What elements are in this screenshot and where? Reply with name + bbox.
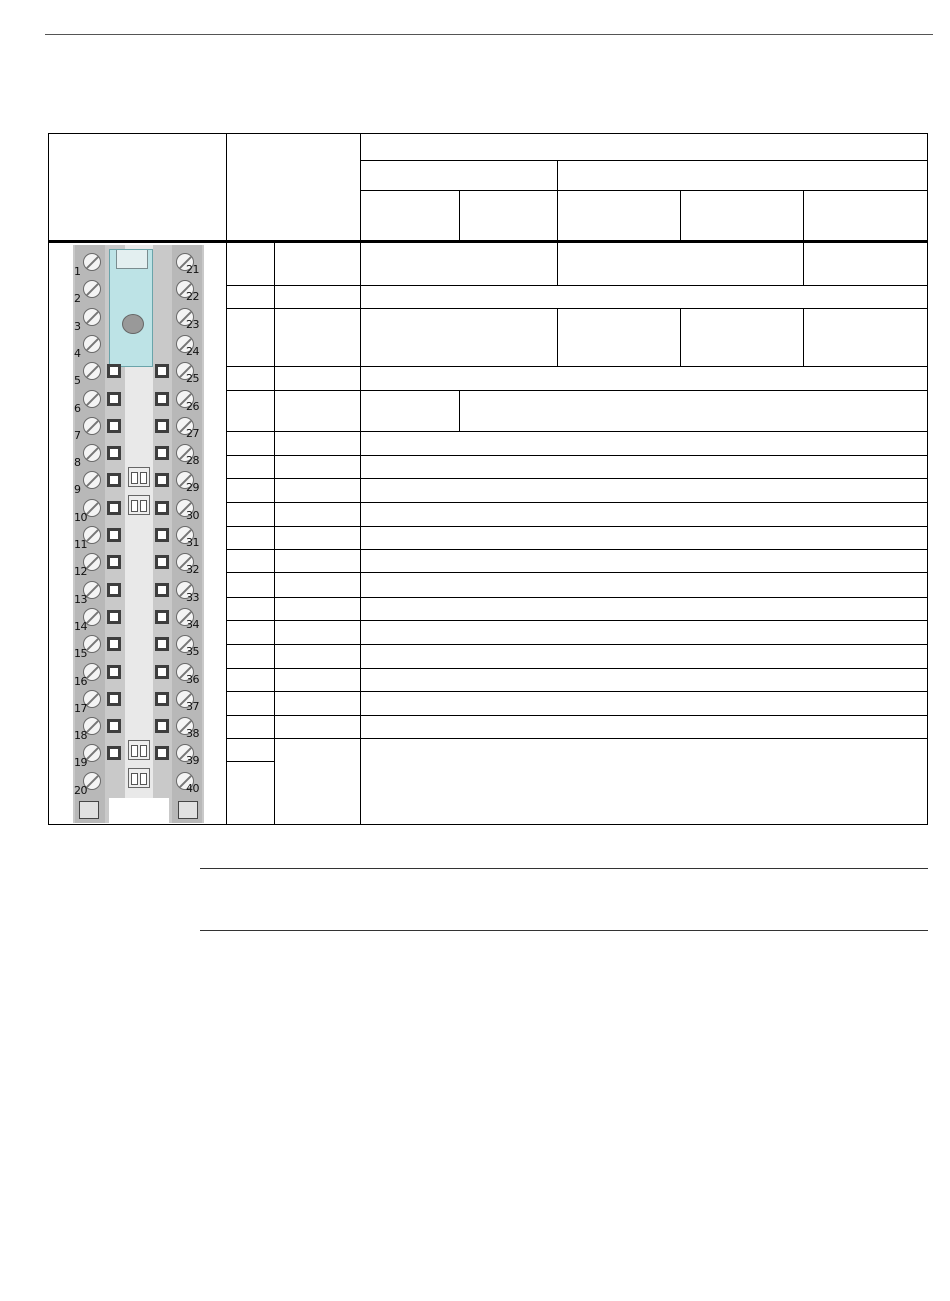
table-row-line [227,597,927,598]
right-status-led [155,583,169,597]
right-pin-number: 25 [186,372,199,386]
right-pin-number: 35 [186,645,199,659]
cell-divider [459,390,460,431]
right-pin-number: 29 [186,481,199,495]
right-status-led [155,555,169,569]
left-status-led [107,364,121,378]
left-pin-number: 7 [74,428,81,442]
left-status-led [107,692,121,706]
right-status-led [155,446,169,460]
header-col-divider [680,190,681,243]
header-row-divider [360,160,928,161]
bridge-jumper-icon [128,768,150,788]
header-col-divider [459,190,460,243]
table-row-line [227,308,927,309]
right-pin-number: 27 [186,426,199,440]
bridge-jumper-icon [128,495,150,515]
right-pin-number: 21 [186,263,199,276]
table-row-line [227,502,927,503]
left-status-led [107,528,121,542]
right-pin-number: 40 [186,781,199,795]
left-pin-number: 1 [74,265,81,278]
cell-divider [803,308,804,366]
left-pin-number: 10 [74,510,87,524]
right-pin-number: 36 [186,672,199,686]
table-row-line [227,644,927,645]
header-col-divider [803,190,804,243]
left-pin-number: 13 [74,592,87,606]
header-row-divider [360,190,928,191]
right-pin-number: 31 [186,536,199,549]
right-pin-number: 33 [186,590,199,604]
left-status-led [107,419,121,433]
left-screw-icon [83,417,101,435]
right-pin-number: 32 [186,563,199,577]
right-status-led [155,719,169,733]
cover-latch [116,250,148,269]
right-foot [178,801,198,819]
left-pin-number: 11 [74,538,87,551]
left-pin-number: 18 [74,729,87,743]
table-row-line [227,390,927,391]
cell-divider [557,243,558,285]
left-status-led [107,392,121,406]
cover-screw [122,314,144,334]
left-pin-number: 9 [74,483,81,497]
left-screw-icon [83,390,101,408]
left-status-led [107,555,121,569]
header-col-divider [360,133,361,243]
left-status-led [107,746,121,760]
cell-divider [557,308,558,366]
table-row-line [227,549,927,550]
table-row-line [227,668,927,669]
note-top-rule [200,868,928,869]
left-pin-number: 19 [74,756,87,770]
left-status-led [107,665,121,679]
bottom-notch [109,798,169,823]
table-row-line [227,572,927,573]
left-status-led [107,583,121,597]
right-status-led [155,692,169,706]
right-pin-number: 26 [186,399,199,413]
table-row-line [227,620,927,621]
table-row-line [227,478,927,479]
right-pin-number: 28 [186,454,199,468]
right-pin-number: 30 [186,508,199,522]
table-row-line [227,738,927,739]
table-row-line [227,366,927,367]
front-cover [109,249,153,367]
left-status-led [107,446,121,460]
page-top-rule [45,34,933,35]
table-row-line [227,285,927,286]
right-pin-number: 34 [186,617,199,631]
right-status-led [155,473,169,487]
left-status-led [107,473,121,487]
right-status-led [155,364,169,378]
right-pin-number: 38 [186,727,199,741]
table-row-line [227,431,927,432]
right-status-led [155,501,169,515]
left-screw-icon [83,335,101,353]
left-foot [79,801,99,819]
left-pin-number: 8 [74,456,81,470]
note-bottom-rule [200,930,928,931]
left-screw-icon [83,253,101,271]
right-pin-number: 23 [186,317,199,331]
left-pin-number: 4 [74,346,81,360]
right-pin-number: 24 [186,344,199,358]
left-status-led [107,719,121,733]
left-pin-number: 16 [74,674,87,688]
bridge-jumper-icon [128,467,150,487]
left-pin-number: 17 [74,701,87,715]
right-status-led [155,665,169,679]
left-screw-icon [83,308,101,326]
terminal-block-image [73,245,204,823]
right-status-led [155,746,169,760]
left-status-led [107,501,121,515]
right-status-led [155,637,169,651]
left-screw-icon [83,444,101,462]
left-pin-number: 14 [74,619,87,633]
table-row-line [227,691,927,692]
left-pin-number: 3 [74,319,81,333]
right-status-led [155,610,169,624]
left-pin-number: 2 [74,292,81,306]
table-header [48,133,928,243]
left-pin-number: 6 [74,401,81,415]
left-pin-number: 5 [74,374,81,388]
left-pin-number: 15 [74,647,87,661]
right-pin-number: 39 [186,754,199,768]
table-row-line [227,455,927,456]
cell-divider [680,308,681,366]
left-pin-number: 20 [74,783,87,797]
right-status-led [155,528,169,542]
right-status-led [155,392,169,406]
right-pin-number: 22 [186,290,199,304]
left-status-led [107,637,121,651]
table-row-line [227,526,927,527]
left-pin-number: 12 [74,565,87,579]
bridge-jumper-icon [128,740,150,760]
table-row-line [227,715,927,716]
left-status-led [107,610,121,624]
header-col-divider [226,133,227,243]
header-col-divider [557,160,558,243]
right-pin-number: 37 [186,699,199,713]
cell-divider [803,243,804,285]
right-status-led [155,419,169,433]
table-row-line [227,761,274,762]
